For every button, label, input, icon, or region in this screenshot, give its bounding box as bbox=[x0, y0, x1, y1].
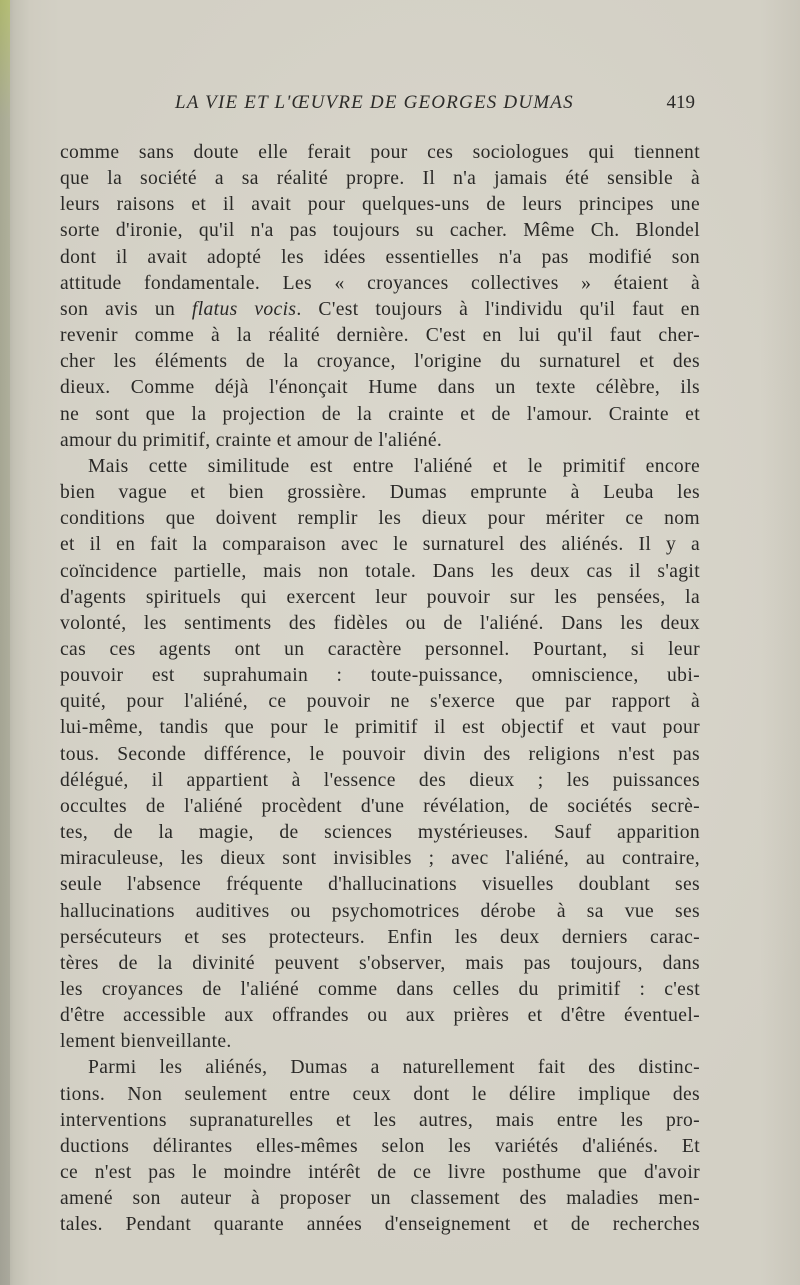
paragraph-2 bbox=[60, 454, 700, 1056]
text-line: d'être accessible aux offrandes ou aux prières et d'être éventuel- bbox=[60, 1005, 700, 1027]
text-line: tères de la divinité peuvent s'observer, mais pas toujours, dans bbox=[60, 952, 700, 974]
text-line: que la société a sa réalité propre. Il n'a jamais été sensible à bbox=[60, 168, 700, 190]
text-line: ne sont que la projection de la crainte et de l'amour. Crainte et bbox=[60, 403, 700, 425]
text-line: quité, pour l'aliéné, ce pouvoir ne s'exerce que par rapport à bbox=[60, 691, 700, 713]
text-line: d'agents spirituels qui exercent leur pouvoir sur les pensées, la bbox=[60, 586, 700, 608]
text-line: lui-même, tandis que pour le primitif il est objectif et vaut pour bbox=[60, 717, 700, 739]
text-line: persécuteurs et ses protecteurs. Enfin les deux derniers carac- bbox=[60, 926, 700, 948]
text-line: occultes de l'aliéné procèdent d'une révélation, de sociétés secrè- bbox=[60, 795, 700, 817]
text-line: ce n'est pas le moindre intérêt de ce livre posthume que d'avoir bbox=[60, 1162, 700, 1184]
body-text bbox=[60, 140, 700, 1239]
text-line: volonté, les sentiments des fidèles ou de l'aliéné. Dans les deux bbox=[60, 612, 700, 634]
text-line: Parmi les aliénés, Dumas a naturellement fait des distinc- bbox=[88, 1057, 700, 1079]
latin-phrase: flatus vocis bbox=[191, 298, 297, 320]
text-line: délégué, il appartient à l'essence des dieux ; les puissances bbox=[60, 769, 700, 791]
text-line: bien vague et bien grossière. Dumas emprunte à Leuba les bbox=[60, 482, 700, 504]
text-line: lement bienveillante. bbox=[60, 1031, 232, 1053]
text-fragment: son avis un bbox=[60, 298, 192, 320]
text-line: tales. Pendant quarante années d'enseignement et de recherches bbox=[60, 1214, 700, 1236]
text-line: et il en fait la comparaison avec le surnaturel des aliénés. Il y a bbox=[60, 534, 700, 556]
text-line: interventions supranaturelles et les autres, mais entre les pro- bbox=[60, 1109, 700, 1131]
text-line: pouvoir est suprahumain : toute-puissance, omniscience, ubi- bbox=[60, 665, 700, 687]
text-line: cher les éléments de la croyance, l'origine du surnaturel et des bbox=[60, 351, 700, 373]
text-fragment: . C'est toujours à l'individu qu'il faut en bbox=[296, 298, 700, 320]
text-line: dont il avait adopté les idées essentielles n'a pas modifié son bbox=[60, 246, 700, 268]
text-line: amené son auteur à proposer un classement des maladies men- bbox=[60, 1188, 700, 1210]
text-line: ductions délirantes elles-mêmes selon les variétés d'aliénés. Et bbox=[60, 1135, 700, 1157]
running-title: LA VIE ET L'ŒUVRE DE GEORGES DUMAS bbox=[175, 92, 574, 113]
text-line: hallucinations auditives ou psychomotrices dérobe à sa vue ses bbox=[60, 900, 700, 922]
text-line: les croyances de l'aliéné comme dans celles du primitif : c'est bbox=[60, 979, 700, 1000]
text-line: tions. Non seulement entre ceux dont le délire implique des bbox=[60, 1083, 700, 1105]
text-line: tous. Seconde différence, le pouvoir divin des religions n'est pas bbox=[60, 743, 700, 765]
text-line: revenir comme à la réalité dernière. C'est en lui qu'il faut cher- bbox=[60, 325, 700, 347]
paragraph-1 bbox=[60, 140, 700, 454]
text-line: dieux. Comme déjà l'énonçait Hume dans un texte célèbre, ils bbox=[60, 377, 700, 399]
text-line: leurs raisons et il avait pour quelques-uns de leurs principes une bbox=[60, 194, 700, 216]
page-gutter-shadow bbox=[0, 0, 10, 1285]
text-line: seule l'absence fréquente d'hallucinations visuelles doublant ses bbox=[60, 874, 700, 896]
text-line: conditions que doivent remplir les dieux pour mériter ce nom bbox=[60, 508, 700, 530]
text-line: comme sans doute elle ferait pour ces sociologues qui tiennent bbox=[60, 142, 700, 163]
paragraph-3 bbox=[60, 1055, 700, 1238]
text-line: amour du primitif, crainte et amour de l'aliéné. bbox=[60, 429, 443, 451]
text-line-with-italic bbox=[60, 297, 700, 323]
text-line: sorte d'ironie, qu'il n'a pas toujours su cacher. Même Ch. Blondel bbox=[60, 220, 700, 242]
text-line: miraculeuse, les dieux sont invisibles ; avec l'aliéné, au contraire, bbox=[60, 848, 700, 870]
text-line: Mais cette similitude est entre l'aliéné et le primitif encore bbox=[88, 455, 700, 477]
text-line: tes, de la magie, de sciences mystérieuses. Sauf apparition bbox=[60, 822, 700, 844]
text-line: coïncidence partielle, mais non totale. Dans les deux cas il s'agit bbox=[60, 560, 700, 582]
page-header bbox=[60, 92, 700, 120]
text-line: cas ces agents ont un caractère personnel. Pourtant, si leur bbox=[60, 638, 700, 660]
page-number: 419 bbox=[666, 92, 695, 113]
text-line: attitude fondamentale. Les « croyances collectives » étaient à bbox=[60, 272, 700, 294]
